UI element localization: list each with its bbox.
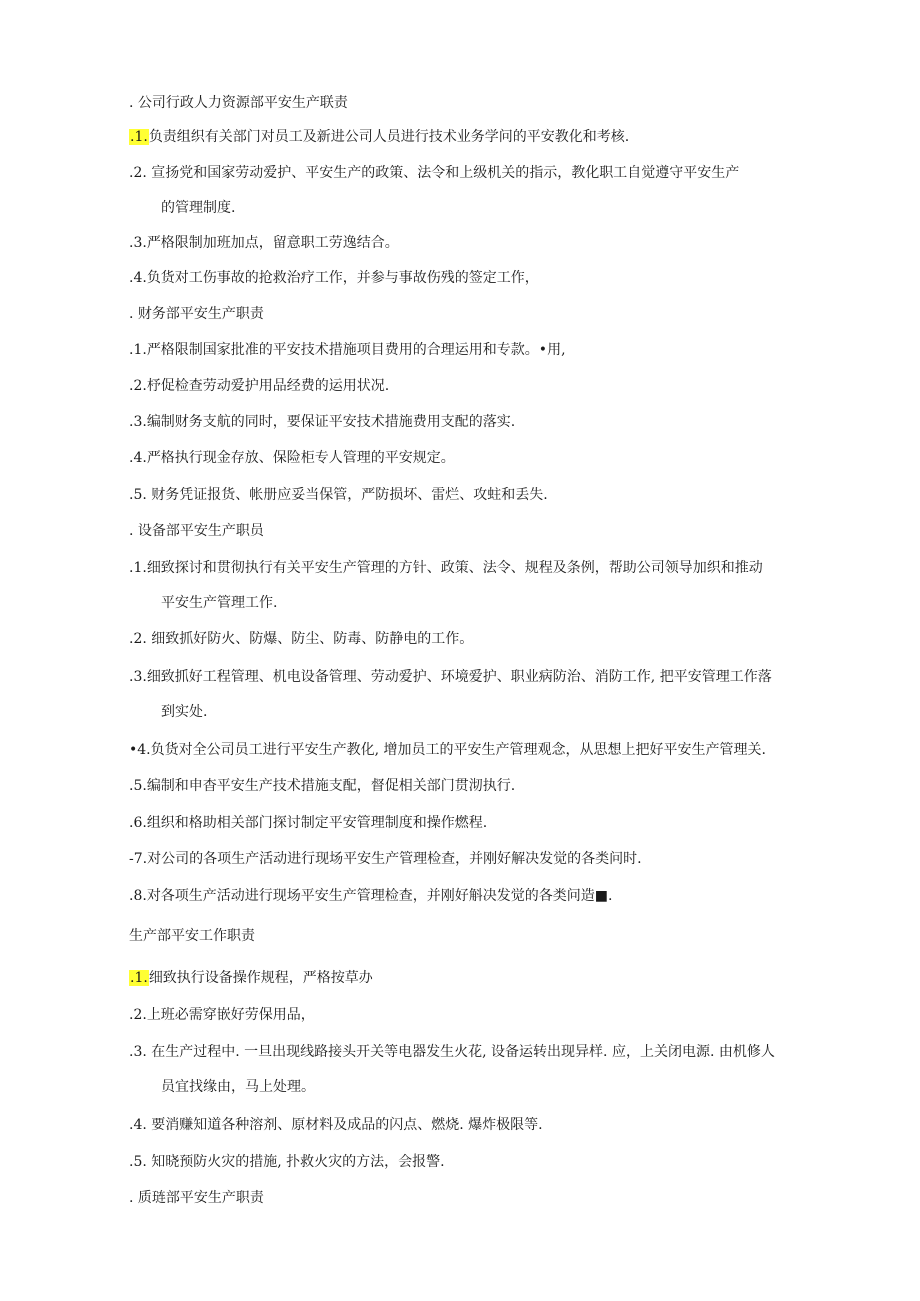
list-item: .3.细致抓好工程管理、机电设备管理、劳动爱护、环境爱护、职业病防治、消防工作, 把平安管理工作落: [129, 669, 772, 685]
list-item-continuation: 平安生产管理工作.: [161, 595, 278, 611]
list-item: .5.编制和申杳平安生产技术措施支配，督促相关部门贯沏执行.: [129, 778, 516, 794]
highlight-marker: .1.: [130, 129, 148, 145]
highlight-marker: .1.: [130, 970, 148, 986]
list-item: .1.严格限制国家批准的平安技术措施项目费用的合理运用和专款。•用,: [129, 342, 566, 358]
section-heading: . 财务部平安生产职责: [129, 306, 264, 322]
list-item: .3.编制财务支航的同时，要保证平安技术措施费用支配的落实.: [129, 414, 516, 430]
list-item: .4.严格执行现金存放、保险柜专人管理的平安规定。: [129, 450, 455, 466]
list-item: .1.细致执行设备操作规程，严格按草办: [130, 970, 373, 986]
section-heading: . 公司行政人力资源部平安生产联责: [129, 95, 348, 111]
list-item: .3. 在生产过程中. 一旦出现线路接头开关等电器发生火花, 设备运转出现异样. 应，上关闭电源. 由机修人: [129, 1044, 775, 1060]
list-item: .2.杼促检查劳动爱护用品经费的运用状况.: [129, 378, 390, 394]
list-item: •4.负货对全公司员工进行平安生产教化, 增加员工的平安生产管理观念，从思想上把好平安生产管理关.: [129, 742, 766, 758]
list-item: .2.上班必需穿嵌好劳保用品，: [129, 1007, 315, 1023]
list-item-continuation: 到实处.: [161, 704, 208, 720]
list-item: .3.严格限制加班加点，留意职工劳逸结合。: [129, 235, 399, 251]
list-item: .8.对各项生产活动进行现场平安生产管理检查，并刚好斛决发觉的各类问造■.: [129, 888, 613, 904]
section-heading: . 设备部平安生产职员: [129, 523, 264, 539]
list-item: .5. 知晓预防火灾的措施, 扑救火灾的方法，会报警.: [129, 1154, 445, 1170]
list-item-continuation: 员宜找缘由，马上处理。: [161, 1079, 315, 1095]
list-item: .4.负货对工伤事故的抢救治疗工作，并参与事故伤残的签定工作，: [129, 270, 539, 286]
section-heading: . 质琏部平安生产职责: [129, 1190, 264, 1206]
list-item: .6.组织和格助相关部门探讨制定平安管理制度和操作燃程.: [129, 815, 488, 831]
list-item: .1.细致探讨和贯彻执行有关平安生产管理的方针、政策、法令、规程及条例，帮助公司领导加织和推动: [129, 560, 763, 576]
list-item: .2. 宣扬党和国家劳动爱护、平安生产的政策、法令和上级机关的指示，教化职工自觉遵守平安生产: [129, 165, 740, 181]
list-item: .1.负责组织有关部门对员工及新进公司人员进行技术业务学问的平安教化和考核.: [130, 129, 630, 145]
list-item: .4. 要消赚知道各种溶剂、原材料及成品的闪点、燃烧. 爆炸极限等.: [129, 1117, 543, 1133]
section-heading: 生产部平安工作职责: [129, 928, 255, 944]
list-item: .2. 细致抓好防火、防爆、防尘、防毒、防静电的工作。: [129, 631, 474, 647]
list-item: -7.对公司的各项生产活动进行现场平安生产管理检查，并刚好解决发觉的各类问时.: [129, 851, 642, 867]
list-item: .5. 财务凭证报货、帐册应妥当保管，严防损坏、雷烂、攻蛀和丢失.: [129, 487, 548, 503]
list-item-continuation: 的管理制度.: [161, 200, 236, 216]
